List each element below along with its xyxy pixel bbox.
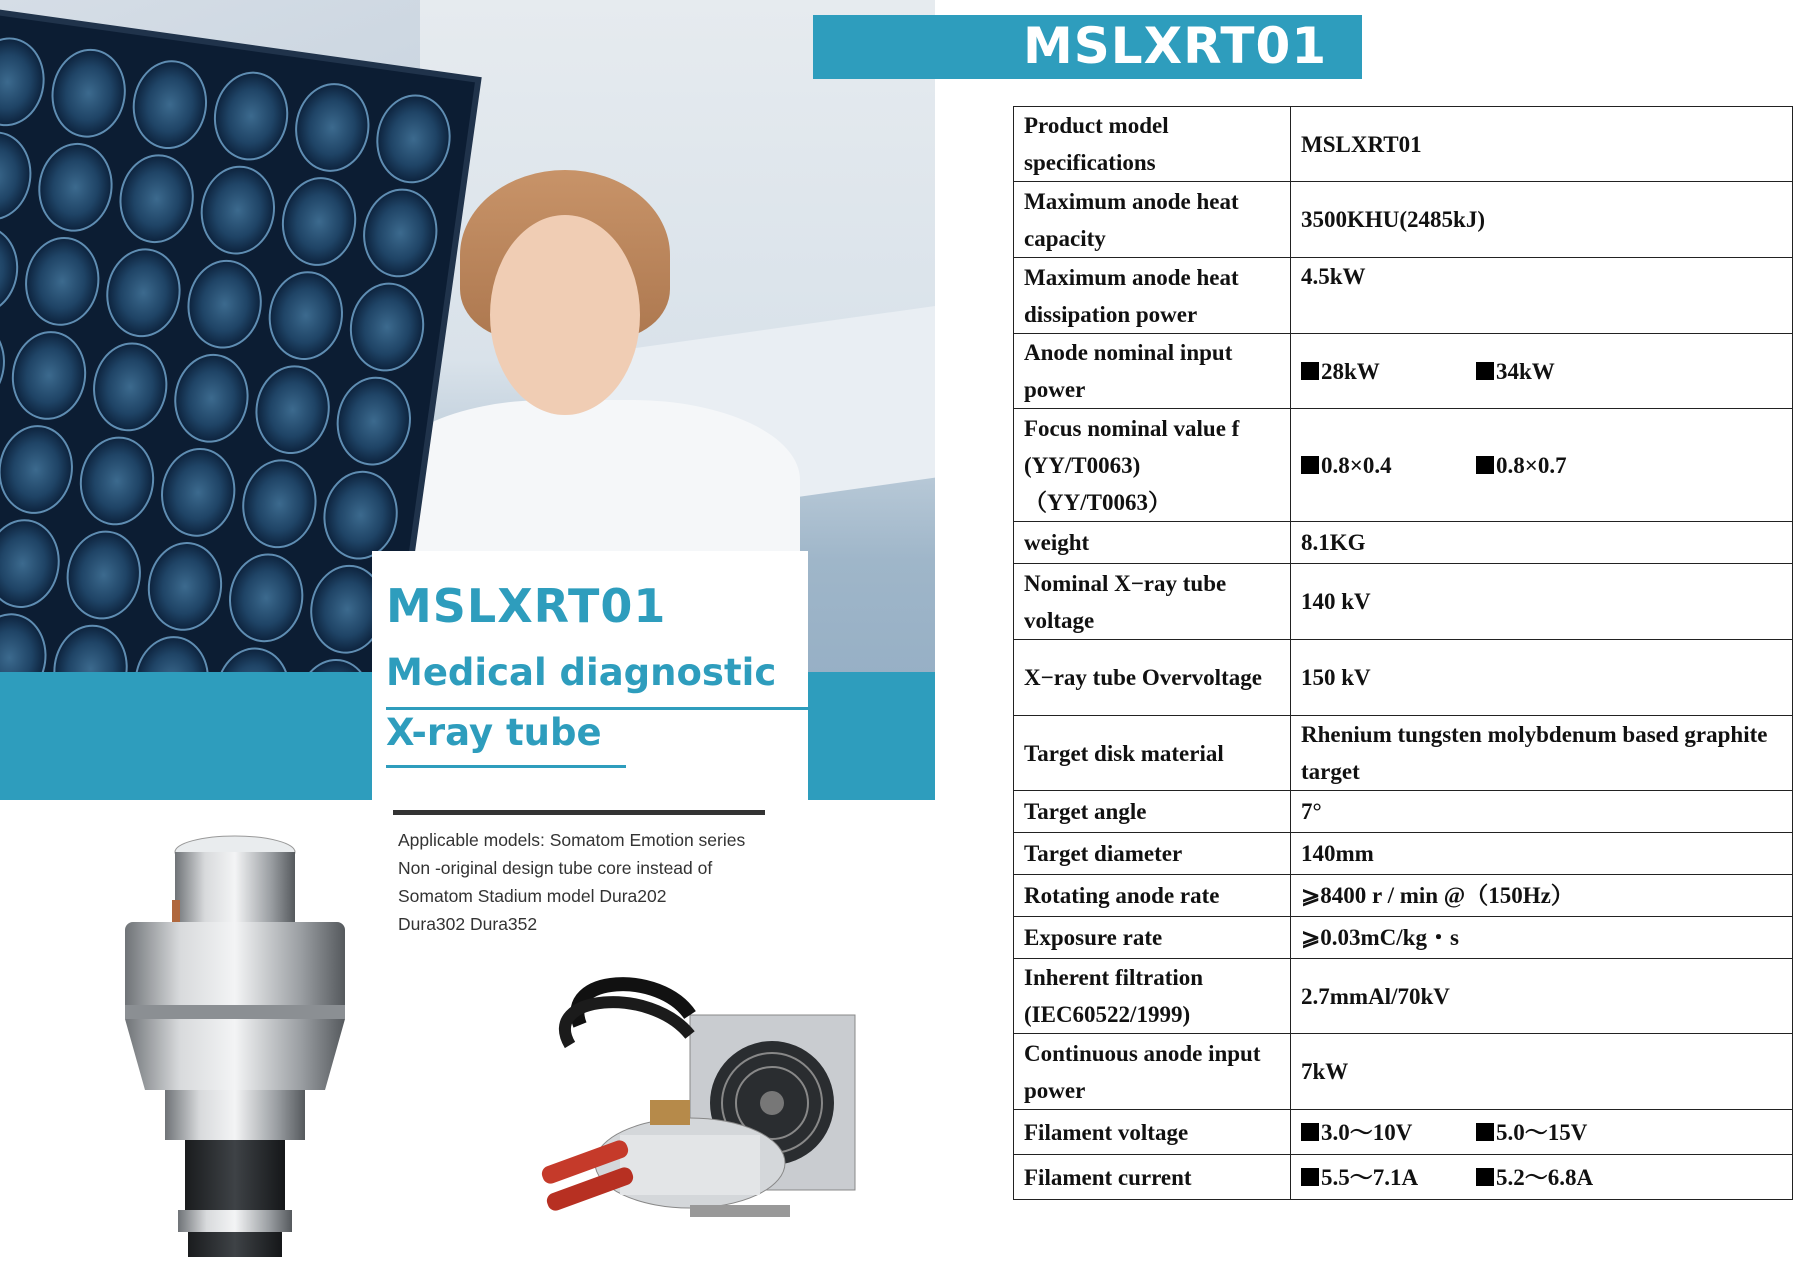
brain-scan-image bbox=[169, 349, 255, 447]
brain-scan-image bbox=[371, 90, 457, 188]
spec-value: 7° bbox=[1291, 791, 1793, 833]
spec-key: Maximum anode heat capacity bbox=[1014, 182, 1291, 258]
brain-scan-image bbox=[195, 161, 281, 259]
table-row bbox=[1014, 522, 1793, 564]
divider bbox=[393, 810, 765, 815]
spec-key: Anode nominal input power bbox=[1014, 334, 1291, 409]
checked-box-icon bbox=[1476, 1168, 1494, 1186]
table-row bbox=[1014, 875, 1793, 917]
spec-key: Product model specifications bbox=[1014, 107, 1291, 182]
brain-scan-image bbox=[357, 184, 443, 282]
table-row bbox=[1014, 107, 1793, 182]
option-label: 0.8×0.7 bbox=[1496, 452, 1567, 478]
brain-scan-image bbox=[0, 315, 11, 413]
table-row bbox=[1014, 1034, 1793, 1110]
spec-value: 140mm bbox=[1291, 833, 1793, 875]
spec-key: Rotating anode rate bbox=[1014, 875, 1291, 917]
table-row bbox=[1014, 409, 1793, 522]
table-row bbox=[1014, 1155, 1793, 1200]
spec-key: Exposure rate bbox=[1014, 917, 1291, 959]
spec-key: Target angle bbox=[1014, 791, 1291, 833]
title-underline-1 bbox=[386, 707, 808, 710]
spec-key: X−ray tube Overvoltage bbox=[1014, 640, 1291, 716]
spec-value: 2.7mmAl/70kV bbox=[1291, 959, 1793, 1034]
spec-key: Inherent filtration (IEC60522/1999) bbox=[1014, 959, 1291, 1034]
spec-value bbox=[1291, 334, 1793, 409]
option-label: 3.0～10V bbox=[1321, 1119, 1413, 1145]
brain-scan-image bbox=[19, 232, 105, 330]
spec-key: Nominal X−ray tube voltage bbox=[1014, 564, 1291, 640]
brain-scan-image bbox=[87, 338, 173, 436]
table-row bbox=[1014, 334, 1793, 409]
spec-value: ⩾0.03mC/kg・s bbox=[1291, 917, 1793, 959]
title-underline-2 bbox=[386, 765, 626, 768]
spec-key: Focus nominal value f (YY/T0063) （YY/T0063） bbox=[1014, 409, 1291, 522]
table-row bbox=[1014, 791, 1793, 833]
brain-scan-image bbox=[0, 127, 37, 225]
brain-scan-image bbox=[6, 326, 92, 424]
spec-table bbox=[1013, 106, 1793, 1200]
spec-key: weight bbox=[1014, 522, 1291, 564]
title-line-1: Medical diagnostic bbox=[386, 651, 777, 694]
brain-scan-image bbox=[289, 78, 375, 176]
brain-scan-image bbox=[0, 33, 50, 131]
spec-value: 7kW bbox=[1291, 1034, 1793, 1110]
table-row bbox=[1014, 640, 1793, 716]
brain-scan-image bbox=[0, 420, 79, 518]
table-row bbox=[1014, 564, 1793, 640]
checked-box-icon bbox=[1476, 456, 1494, 474]
spec-value: 4.5kW bbox=[1291, 258, 1793, 334]
spec-value: 8.1KG bbox=[1291, 522, 1793, 564]
tube-insert-image bbox=[120, 830, 350, 1260]
option-label: 5.5～7.1A bbox=[1321, 1164, 1419, 1190]
header-bar bbox=[813, 15, 1362, 79]
brain-scan-image bbox=[61, 526, 147, 624]
option-label: 34kW bbox=[1496, 358, 1555, 384]
brain-scan-image bbox=[237, 455, 323, 553]
option-label: 28kW bbox=[1321, 358, 1380, 384]
checked-box-icon bbox=[1476, 1123, 1494, 1141]
spec-key: Target disk material bbox=[1014, 716, 1291, 791]
brain-scan-image bbox=[155, 443, 241, 541]
spec-key: Filament current bbox=[1014, 1155, 1291, 1200]
brain-scan-image bbox=[0, 514, 65, 612]
header-model: MSLXRT01 bbox=[1023, 17, 1328, 75]
title-line-2: X-ray tube bbox=[386, 711, 602, 754]
brain-scan-image bbox=[223, 549, 309, 647]
title-model: MSLXRT01 bbox=[386, 579, 667, 633]
table-row bbox=[1014, 716, 1793, 791]
tube-housing-image bbox=[540, 975, 870, 1240]
checked-box-icon bbox=[1301, 456, 1319, 474]
table-row bbox=[1014, 833, 1793, 875]
spec-key: Maximum anode heat dissipation power bbox=[1014, 258, 1291, 334]
brain-scan-image bbox=[101, 244, 187, 342]
spec-key: Filament voltage bbox=[1014, 1110, 1291, 1155]
brain-scan-image bbox=[331, 372, 417, 470]
spec-value: 140 kV bbox=[1291, 564, 1793, 640]
brain-scan-image bbox=[182, 255, 268, 353]
checked-box-icon bbox=[1301, 1123, 1319, 1141]
spec-value: MSLXRT01 bbox=[1291, 107, 1793, 182]
table-row bbox=[1014, 182, 1793, 258]
brain-scan-image bbox=[33, 138, 119, 236]
spec-value bbox=[1291, 409, 1793, 522]
checked-box-icon bbox=[1301, 1168, 1319, 1186]
checked-box-icon bbox=[1476, 362, 1494, 380]
spec-key: Continuous anode input power bbox=[1014, 1034, 1291, 1110]
brain-scan-image bbox=[74, 432, 160, 530]
applicable-line: Somatom Stadium model Dura202 bbox=[398, 886, 667, 906]
title-card bbox=[372, 551, 808, 801]
brain-scan-image bbox=[208, 67, 294, 165]
brain-scan-image bbox=[318, 466, 404, 564]
option-label: 5.0～15V bbox=[1496, 1119, 1588, 1145]
option-label: 0.8×0.4 bbox=[1321, 452, 1392, 478]
applicable-line: Non -original design tube core instead of bbox=[398, 858, 713, 878]
brain-scan-image bbox=[142, 537, 228, 635]
table-row bbox=[1014, 258, 1793, 334]
spec-key: Target diameter bbox=[1014, 833, 1291, 875]
table-row bbox=[1014, 959, 1793, 1034]
option-label: 5.2～6.8A bbox=[1496, 1164, 1594, 1190]
brain-scan-image bbox=[250, 360, 336, 458]
spec-value: 3500KHU(2485kJ) bbox=[1291, 182, 1793, 258]
applicable-models-text bbox=[398, 826, 798, 938]
brain-scan-image bbox=[0, 221, 24, 319]
table-row bbox=[1014, 917, 1793, 959]
spec-value bbox=[1291, 1155, 1793, 1200]
brain-scan-image bbox=[114, 149, 200, 247]
brain-scan-image bbox=[263, 266, 349, 364]
applicable-line: Dura302 Dura352 bbox=[398, 914, 538, 934]
table-row bbox=[1014, 1110, 1793, 1155]
spec-value bbox=[1291, 1110, 1793, 1155]
brain-scan-image bbox=[276, 172, 362, 270]
applicable-line: Applicable models: Somatom Emotion series bbox=[398, 830, 746, 850]
brain-scan-image bbox=[344, 278, 430, 376]
brain-scan-image bbox=[46, 44, 132, 142]
spec-value: 150 kV bbox=[1291, 640, 1793, 716]
spec-value: Rhenium tungsten molybdenum based graphite target bbox=[1291, 716, 1793, 791]
checked-box-icon bbox=[1301, 362, 1319, 380]
brain-scan-image bbox=[127, 55, 213, 153]
spec-value: ⩾8400 r / min @（150Hz） bbox=[1291, 875, 1793, 917]
